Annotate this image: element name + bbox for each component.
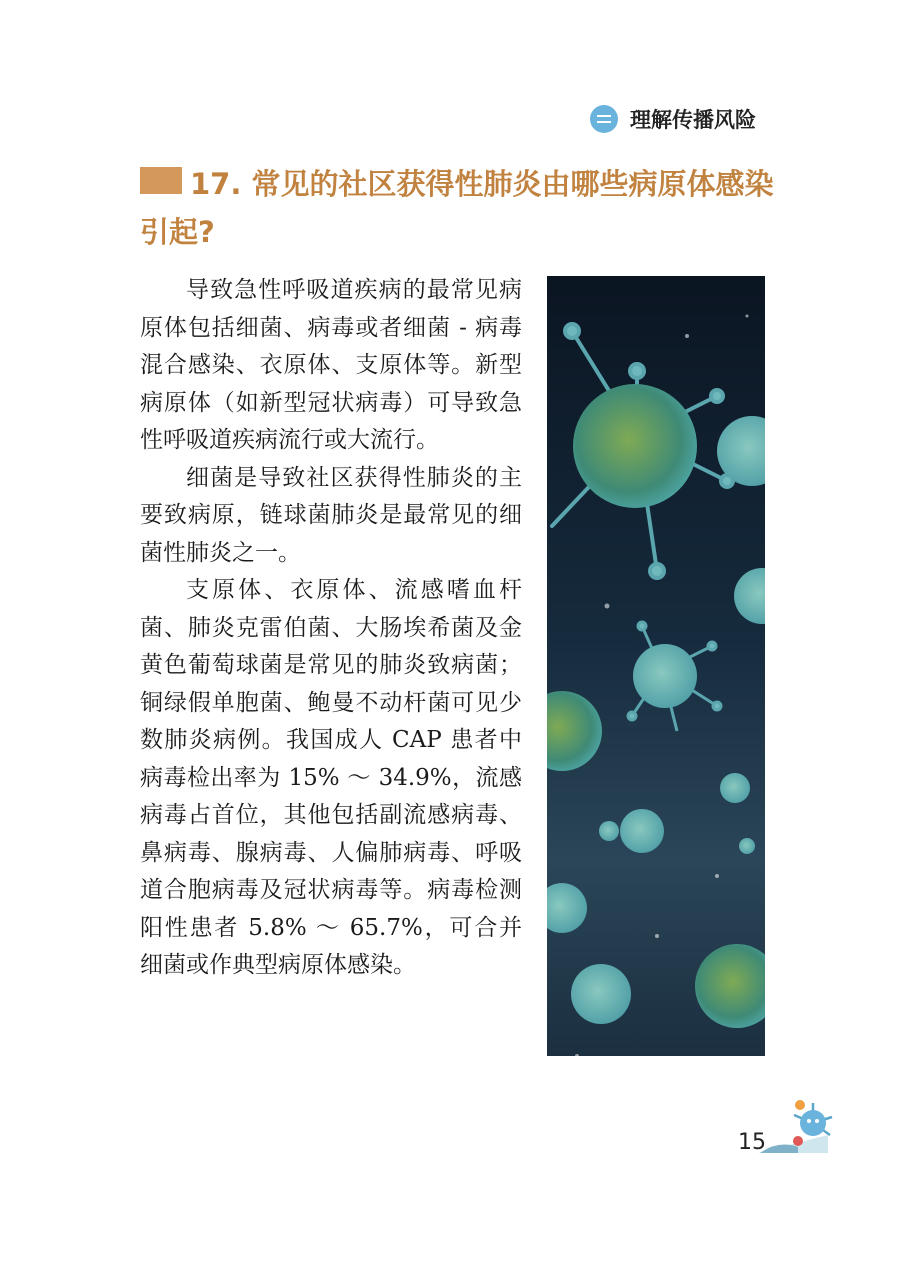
chapter-title: 理解传播风险 <box>630 108 756 132</box>
virus-mascot-icon <box>758 1095 838 1160</box>
question-title: 17. 常见的社区获得性肺炎由哪些病原体感染引起? <box>140 167 774 249</box>
paragraph-3: 支原体、衣原体、流感嗜血杆菌、肺炎克雷伯菌、大肠埃希菌及金黄色葡萄球菌是常见的肺炎致病菌；铜绿假单胞菌、鲍曼不动杆菌可见少数肺炎病例。我国成人 CAP 患者中病毒检出率为 15% ～ 34.9%，流感病毒占首位，其他包括副流感病毒、鼻病毒、腺病毒、人偏肺病毒、呼吸道合胞病毒及冠状病毒等。病毒检测阳性患者 5.8% ～ 65.7%，可合并细菌或作典型病原体感染。 <box>140 577 522 978</box>
paragraph-1: 导致急性呼吸道疾病的最常见病原体包括细菌、病毒或者细菌 - 病毒混合感染、衣原体、支原体等。新型病原体（如新型冠状病毒）可导致急性呼吸道疾病流行或大流行。 <box>140 277 522 453</box>
page-number: 15 <box>738 1130 766 1155</box>
virus-illustration <box>547 276 765 1056</box>
body-text <box>140 272 522 985</box>
paragraph-2: 细菌是导致社区获得性肺炎的主要致病原，链球菌肺炎是最常见的细菌性肺炎之一。 <box>140 464 522 566</box>
chapter-two-badge-icon <box>590 105 618 133</box>
chapter-header <box>590 102 756 136</box>
